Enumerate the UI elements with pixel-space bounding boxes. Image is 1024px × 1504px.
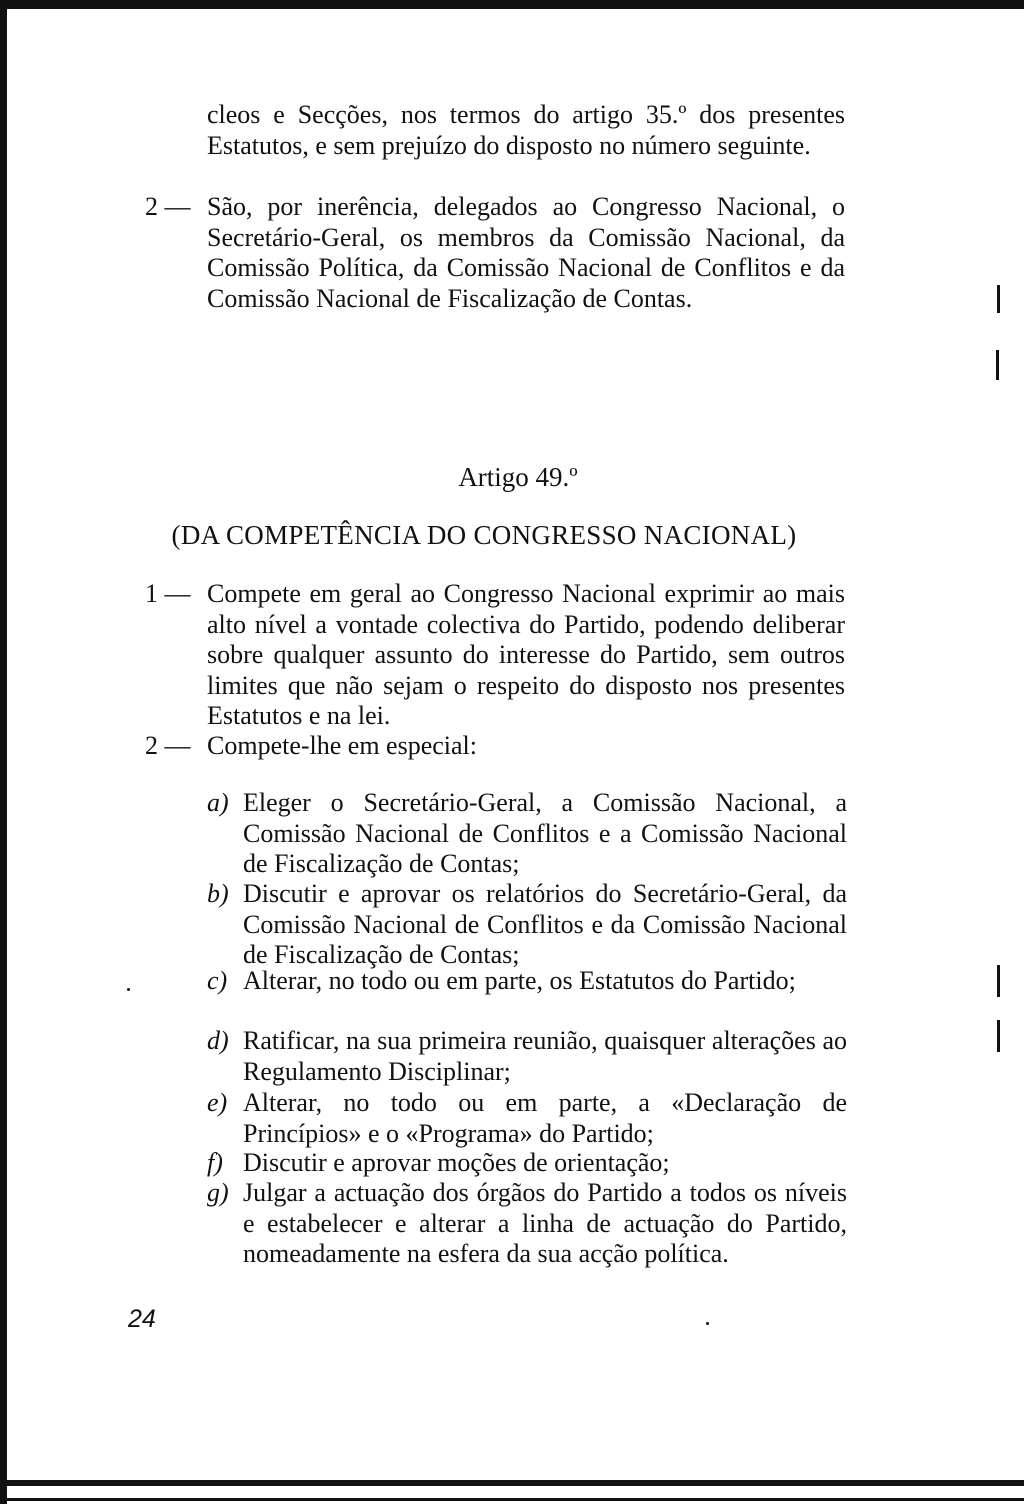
scan-dot — [127, 988, 130, 991]
page-border-left — [0, 0, 7, 1504]
paragraph-number: 2 — — [145, 192, 191, 221]
list-item-label: e) — [207, 1088, 228, 1117]
paragraph-text: Compete-lhe em especial: — [207, 731, 478, 760]
list-item-d — [207, 1026, 847, 1087]
list-item-text: Alterar, no todo ou em parte, os Estatutos do Partido; — [243, 966, 796, 995]
list-item-g — [207, 1178, 847, 1270]
paragraph-number: 2 — — [145, 731, 191, 760]
page-border-top — [0, 0, 1024, 9]
list-item-text: Julgar a actuação dos órgãos do Partido a todos os níveis e estabelecer e alterar a linha de actuação do Partido, nomeadamente na esfera da sua acção política. — [243, 1178, 847, 1268]
page-number: 24 — [128, 1305, 156, 1333]
list-item-text: Discutir e aprovar moções de orientação; — [243, 1148, 670, 1177]
list-item-text: Alterar, no todo ou em parte, a «Declaração de Princípios» e o «Programa» do Partido; — [243, 1088, 847, 1148]
list-item-f — [207, 1148, 847, 1179]
list-item-c — [207, 966, 847, 997]
scan-dot — [706, 1322, 709, 1325]
list-item-label: b) — [207, 879, 229, 908]
scan-mark — [996, 350, 999, 380]
list-item-label: g) — [207, 1178, 229, 1207]
list-item-label: c) — [207, 966, 228, 995]
list-item-label: d) — [207, 1026, 229, 1055]
paragraph-2-delegates — [145, 192, 845, 314]
page-border-bottom — [0, 1480, 1024, 1486]
paragraph-text: Compete em geral ao Congresso Nacional exprimir ao mais alto nível a vontade colectiva do Partido, podendo deliberar sobre qualquer assunto do interesse do Partido, sem outros limites que não sejam o respeito do disposto nos presentes Estatutos e na lei. — [207, 579, 845, 730]
list-item-a — [207, 788, 847, 880]
page-border-bottom-edge — [0, 1498, 1024, 1501]
article-subtitle: (DA COMPETÊNCIA DO CONGRESSO NACIONAL) — [171, 520, 797, 550]
list-item-label: f) — [207, 1148, 223, 1177]
paragraph-text: São, por inerência, delegados ao Congresso Nacional, o Secretário-Geral, os membros da Comissão Nacional, da Comissão Política, da Comissão Nacional de Conflitos e da Comissão Nacional de Fiscalização de Contas. — [207, 192, 845, 313]
continuation-text: cleos e Secções, nos termos do artigo 35.º dos presentes Estatutos, e sem prejuízo do disposto no número seguinte. — [207, 100, 845, 160]
scan-mark — [997, 285, 1000, 313]
paragraph-number: 1 — — [145, 579, 191, 608]
list-item-text: Ratificar, na sua primeira reunião, quaisquer alterações ao Regulamento Disciplinar; — [243, 1026, 847, 1086]
scan-mark — [997, 965, 1000, 997]
list-item-text: Discutir e aprovar os relatórios do Secretário-Geral, da Comissão Nacional de Conflitos e da Comissão Nacional de Fiscalização de Contas; — [243, 879, 847, 969]
article-title: Artigo 49.º — [458, 462, 578, 492]
list-item-b — [207, 879, 847, 971]
list-item-text: Eleger o Secretário-Geral, a Comissão Nacional, a Comissão Nacional de Conflitos e a Comissão Nacional de Fiscalização de Contas; — [243, 788, 847, 878]
paragraph-1-competence — [145, 579, 845, 732]
list-item-e — [207, 1088, 847, 1149]
paragraph-2-special — [145, 731, 845, 762]
list-item-label: a) — [207, 788, 229, 817]
scan-mark — [997, 1020, 1000, 1052]
